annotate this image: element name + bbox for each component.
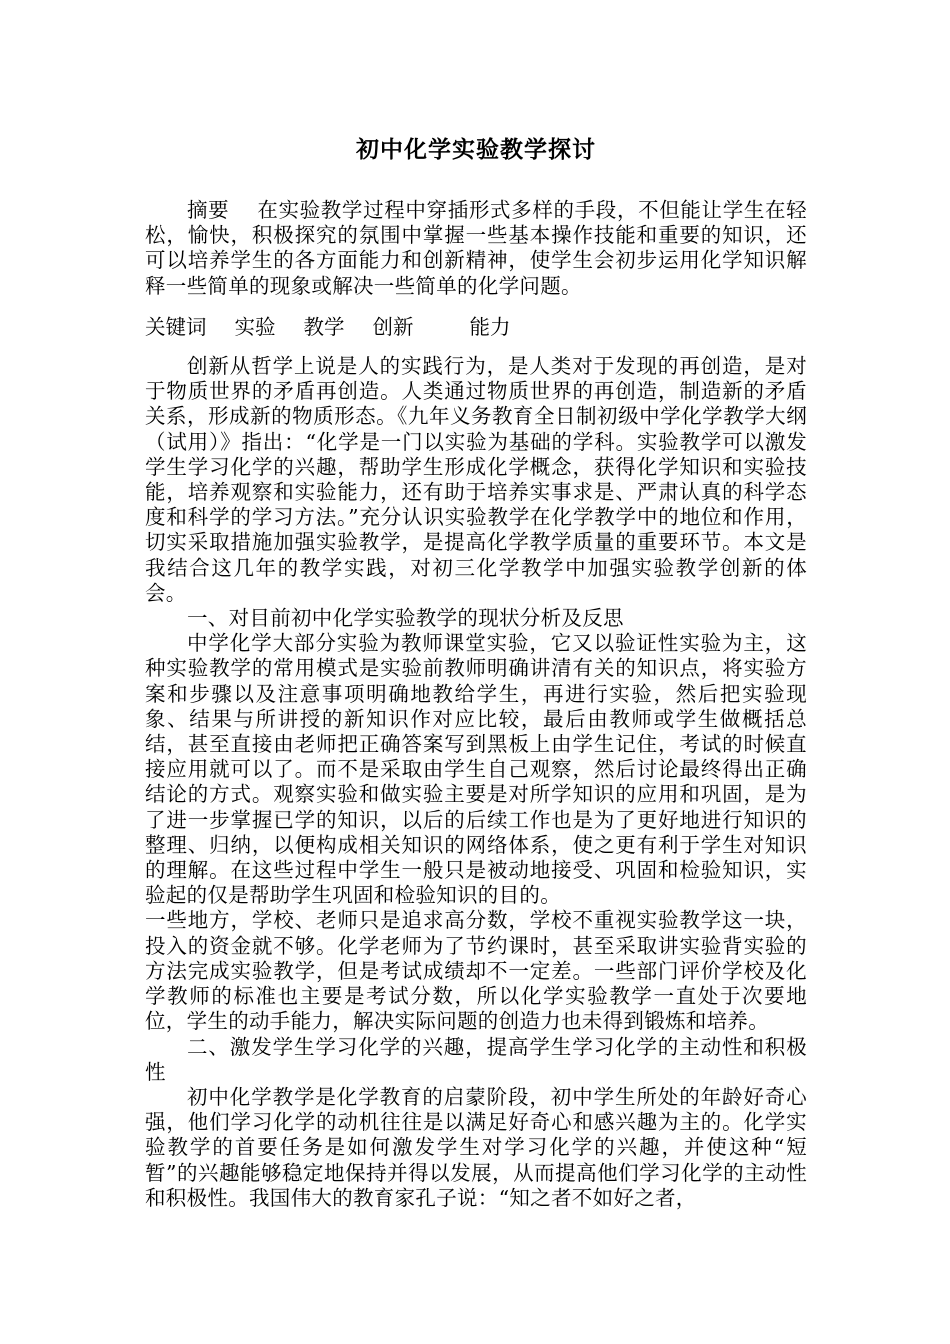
document-title: 初中化学实验教学探讨 <box>356 136 596 163</box>
keyword-item: 实验 <box>234 314 276 339</box>
keywords-line <box>145 315 807 340</box>
document-page <box>145 130 807 1211</box>
body-paragraph-intro: 创新从哲学上说是人的实践行为，是人类对于发现的再创造，是对于物质世界的矛盾再创造。人类通过物质世界的再创造，制造新的矛盾关系，形成新的物质形态。《九年义务教育全日制初级中学化学教学大纲（试用）》指出：“化学是一门以实验为基础的学科。实验教学可以激发学生学习化学的兴趣，帮助学生形成化学概念，获得化学知识和实验技能，培养观察和实验能力，还有助于培养实事求是、严肃认真的科学态度和科学的学习方法。”充分认识实验教学在化学教学中的地位和作用，切实采取措施加强实验教学，是提高化学教学质量的重要环节。本文是我结合这几年的教学实践，对初三化学教学中加强实验教学创新的体会。 <box>145 354 807 605</box>
section-heading-1: 一、对目前初中化学实验教学的现状分析及反思 <box>187 606 624 631</box>
body-paragraph-schools: 一些地方，学校、老师只是追求高分数，学校不重视实验教学这一块，投入的资金就不够。化学老师为了节约课时，甚至采取讲实验背实验的方法完成实验教学，但是考试成绩却不一定差。一些部门评价学校及化学教师的标准也主要是考试分数，所以化学实验教学一直处于次要地位，学生的动手能力，解决实际问题的创造力也未得到锻炼和培养。 <box>145 908 807 1034</box>
section-heading-2: 二、激发学生学习化学的兴趣，提高学生学习化学的主动性和积极性 <box>145 1034 807 1084</box>
keywords-label: 关键词 <box>145 314 207 339</box>
keyword-item: 教学 <box>303 314 345 339</box>
body-paragraph-interest: 初中化学教学是化学教育的启蒙阶段，初中学生所处的年龄好奇心强，他们学习化学的动机往往是以满足好奇心和感兴趣为主的。化学实验教学的首要任务是如何激发学生对学习化学的兴趣，并使这种“短暂”的兴趣能够稳定地保持并得以发展，从而提高他们学习化学的主动性和积极性。我国伟大的教育家孔子说：“知之者不如好之者， <box>145 1084 807 1210</box>
abstract-text: 在实验教学过程中穿插形式多样的手段，不但能让学生在轻松，愉快，积极探究的氛围中掌握一些基本操作技能和重要的知识，还可以培养学生的各方面能力和创新精神，使学生会初步运用化学知识解释一些简单的现象或解决一些简单的化学问题。 <box>145 198 807 298</box>
keyword-item: 创新 <box>372 314 414 339</box>
body-paragraph-analysis: 中学化学大部分实验为教师课堂实验，它又以验证性实验为主，这种实验教学的常用模式是实验前教师明确讲清有关的知识点，将实验方案和步骤以及注意事项明确地教给学生，再进行实验，然后把实验现象、结果与所讲授的新知识作对应比较，最后由教师或学生做概括总结，甚至直接由老师把正确答案写到黑板上由学生记住，考试的时候直接应用就可以了。而不是采取由学生自己观察，然后讨论最终得出正确结论的方式。观察实验和做实验主要是对所学知识的应用和巩固，是为了进一步掌握已学的知识，以后的后续工作也是为了更好地进行知识的整理、归纳，以便构成相关知识的网络体系，使之更有利于学生对知识的理解。在这些过程中学生一般只是被动地接受、巩固和检验知识，实验起的仅是帮助学生巩固和检验知识的目的。 <box>145 631 807 908</box>
abstract-label: 摘要 <box>187 198 230 222</box>
abstract-paragraph <box>145 198 807 299</box>
keyword-item: 能力 <box>469 314 511 339</box>
